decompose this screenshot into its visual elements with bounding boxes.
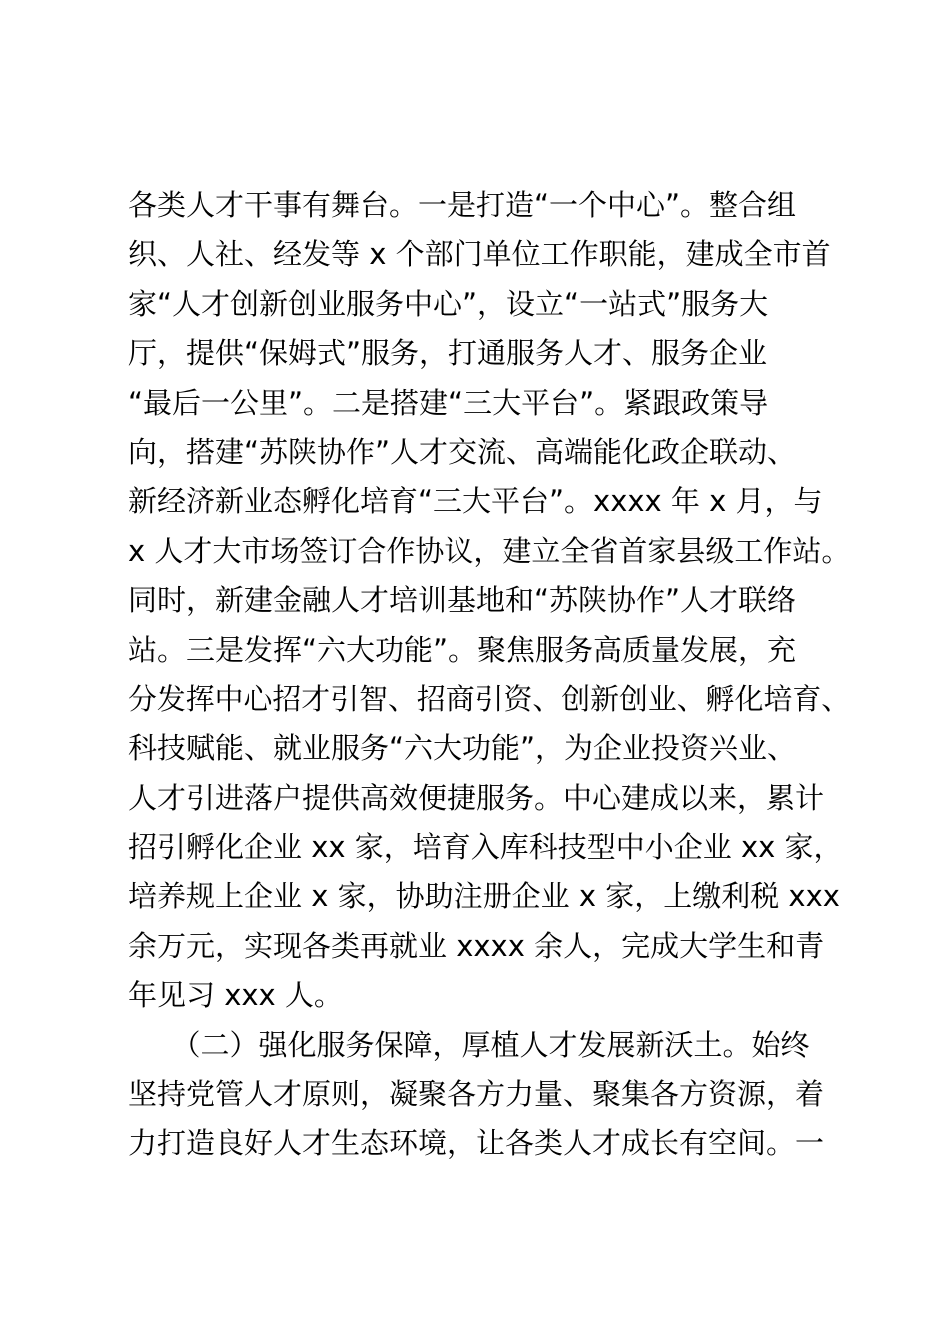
text-line: 坚持党管人才原则，凝聚各方力量、聚集各方资源，着 [128, 1077, 825, 1112]
text-line: 厅，提供“保姆式”服务，打通服务人才、服务企业 [128, 336, 768, 371]
text-line: 培养规上企业 x 家，协助注册企业 x 家，上缴利税 xxx [128, 879, 840, 914]
text-line: 科技赋能、就业服务“六大功能”，为企业投资兴业、 [128, 731, 797, 766]
text-line: 织、人社、经发等 x 个部门单位工作职能，建成全市首 [128, 237, 831, 272]
text-line: 力打造良好人才生态环境，让各类人才成长有空间。一 [128, 1126, 825, 1161]
text-line: 同时，新建金融人才培训基地和“苏陕协作”人才联络 [128, 583, 797, 618]
text-line: 招引孵化企业 xx 家，培育入库科技型中小企业 xx 家， [128, 830, 843, 865]
text-line: 分发挥中心招才引智、招商引资、创新创业、孵化培育、 [128, 681, 851, 716]
text-line: x 人才大市场签订合作协议，建立全省首家县级工作站。 [128, 533, 851, 568]
body-text [128, 181, 851, 1169]
text-line: 各类人才干事有舞台。一是打造“一个中心”。整合组 [128, 188, 797, 222]
text-line: 向，搭建“苏陕协作”人才交流、高端能化政企联动、 [128, 434, 797, 469]
text-line: 站。三是发挥“六大功能”。聚焦服务高质量发展，充 [128, 632, 797, 667]
text-line: 余万元，实现各类再就业 xxxx 余人，完成大学生和青 [128, 928, 825, 963]
text-line: “最后一公里”。二是搭建“三大平台”。紧跟政策导 [128, 385, 769, 420]
paragraph-heading-line: （二）强化服务保障，厚植人才发展新沃土。始终 [128, 1027, 810, 1062]
text-line: 年见习 xxx 人。 [128, 978, 343, 1013]
text-line: 新经济新业态孵化培育“三大平台”。xxxx 年 x 月，与 [128, 484, 823, 519]
text-line: 家“人才创新创业服务中心”，设立“一站式”服务大 [128, 286, 769, 321]
text-line: 人才引进落户提供高效便捷服务。中心建成以来，累计 [128, 780, 825, 815]
